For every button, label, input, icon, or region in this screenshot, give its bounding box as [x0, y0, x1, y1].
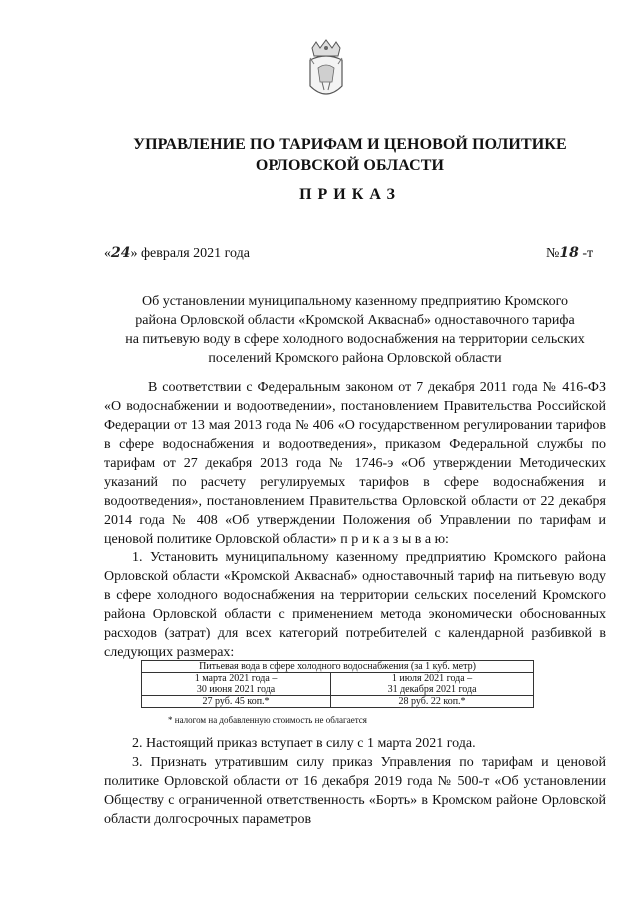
tariff-table: [141, 660, 534, 708]
tariff-value-1: 27 руб. 45 коп.*: [142, 696, 331, 708]
item-3-paragraph: 3. Признать утратившим силу приказ Управления по тарифам и ценовой политике Орловской области от 16 декабря 2019 года № 500-т «Об установлении Обществу с ограниченной ответственность «Борть» в Кромском районе Орловской области долгосрочных параметров: [104, 755, 606, 827]
tariff-period-2-start: 1 июля 2021 года –: [391, 673, 473, 684]
number-handwritten: 18: [559, 245, 579, 261]
item-2-paragraph: 2. Настоящий приказ вступает в силу с 1 марта 2021 года.: [132, 736, 476, 751]
coat-of-arms-icon: [302, 38, 350, 104]
tariff-value-2: 28 руб. 22 коп.*: [331, 696, 534, 708]
tariff-table-caption: Питьевая вода в сфере холодного водоснабжения (за 1 куб. метр): [142, 661, 534, 673]
tariff-period-1-end: 30 июня 2021 года: [196, 684, 276, 695]
tariff-period-2-end: 31 декабря 2021 года: [387, 684, 477, 695]
tariff-period-2: [331, 673, 534, 696]
agency-name-line2: ОРЛОВСКОЙ ОБЛАСТИ: [255, 157, 445, 174]
order-subject: [90, 292, 620, 368]
order-number: [546, 245, 593, 262]
subject-line: поселений Кромского района Орловской области: [208, 351, 502, 366]
number-suffix: -т: [578, 246, 594, 261]
agency-name-line1: УПРАВЛЕНИЕ ПО ТАРИФАМ И ЦЕНОВОЙ ПОЛИТИКЕ: [133, 136, 567, 153]
order-date: [104, 245, 250, 262]
subject-line: Об установлении муниципальному казенному предприятию Кромского: [141, 294, 569, 309]
item-1-paragraph: 1. Установить муниципальному казенному предприятию Кромского района Орловской области «Кромской Акваснаб» одноставочный тариф на питьевую воду в сфере холодного водоснабжения на территории сельских поселений Кромского района Орловской области с применением метода экономически обоснованных расходов (затрат) для всех категорий потребителей с календарной разбивкой в следующих размерах:: [104, 550, 606, 660]
date-open-quote: «: [104, 246, 111, 261]
order-title: ПРИКАЗ: [299, 186, 401, 203]
tariff-period-1: [142, 673, 331, 696]
subject-line: на питьевую воду в сфере холодного водоснабжения на территории сельских: [125, 332, 585, 347]
date-day-handwritten: 24: [111, 245, 131, 261]
tariff-footnote: * налогом на добавленную стоимость не облагается: [168, 715, 367, 725]
number-prefix: №: [546, 246, 560, 261]
subject-line: района Орловской области «Кромской Акваснаб» одноставочного тарифа: [135, 313, 575, 328]
preamble-paragraph: В соответствии с Федеральным законом от 7 декабря 2011 года № 416-ФЗ «О водоснабжении и водоотведении», постановлением Правительства Российской Федерации от 13 мая 2013 года № 406 «О государственном регулировании тарифов в сфере водоснабжения и водоотведения», приказом Федеральной службы по тарифам от 27 декабря 2013 года № 1746-э «Об утверждении Методических указаний по расчету регулируемых тарифов в сфере водоснабжения и водоотведения», постановлением Правительства Орловской области от 22 декабря 2014 года № 408 «Об утверждении Положения об Управлении по тарифам и ценовой политике Орловской области» п р и к а з ы в а ю:: [104, 380, 606, 547]
date-rest: » февраля 2021 года: [130, 246, 250, 261]
tariff-period-1-start: 1 марта 2021 года –: [194, 673, 278, 684]
agency-name: [60, 134, 640, 176]
